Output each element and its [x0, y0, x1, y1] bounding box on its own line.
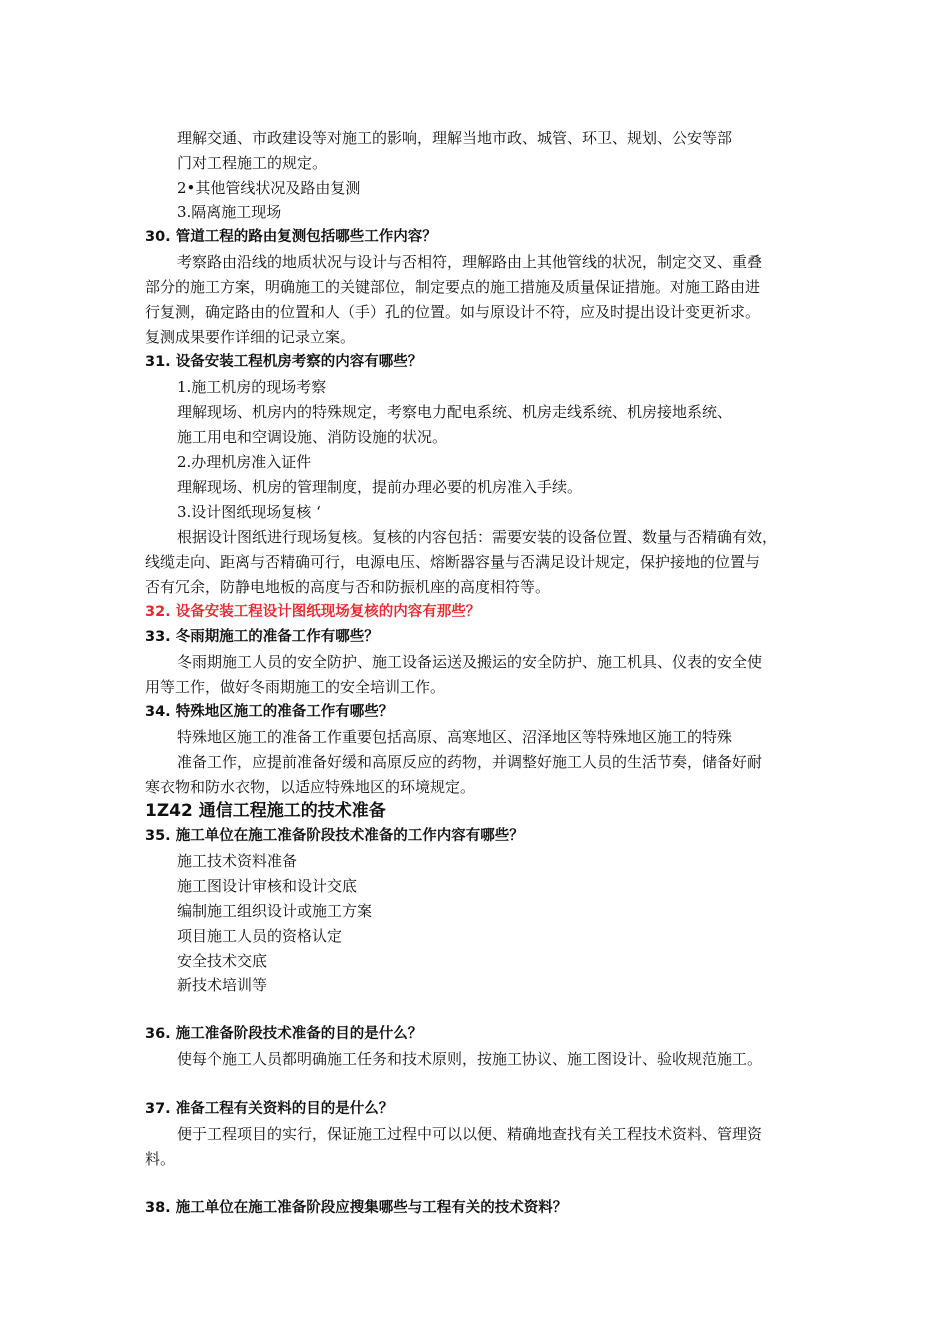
body-text: 否有冗余，防静电地板的高度与否和防振机座的高度相符等。: [145, 578, 551, 596]
list-item: 项目施工人员的资格认定: [177, 927, 343, 945]
body-text: 冬雨期施工人员的安全防护、施工设备运送及搬运的安全防护、施工机具、仪表的安全使: [177, 653, 763, 671]
body-text: 行复测，确定路由的位置和人（手）孔的位置。如与原设计不符，应及时提出设计变更祈求。: [145, 303, 761, 321]
body-text: 用等工作，做好冬雨期施工的安全培训工作。: [145, 678, 446, 696]
body-text: 理解交通、市政建设等对施工的影响，理解当地市政、城管、环卫、规划、公安等部: [177, 129, 733, 147]
section-heading: 1Z42 通信工程施工的技术准备: [145, 801, 386, 821]
body-text: 特殊地区施工的准备工作重要包括高原、高寒地区、沼泽地区等特殊地区施工的特殊: [177, 728, 733, 746]
body-text: 料。: [145, 1150, 176, 1168]
question-heading-38: 38. 施工单位在施工准备阶段应搜集哪些与工程有关的技术资料？: [145, 1200, 568, 1216]
question-heading-30: 30. 管道工程的路由复测包括哪些工作内容？: [145, 229, 437, 245]
question-heading-37: 37. 准备工程有关资料的目的是什么？: [145, 1101, 394, 1117]
body-text: 线缆走向、距离与否精确可行，电源电压、熔断器容量与否满足设计规定，保护接地的位置与: [145, 553, 761, 571]
question-heading-34: 34. 特殊地区施工的准备工作有哪些？: [145, 704, 394, 720]
list-item: 3.隔离施工现场: [177, 203, 282, 221]
list-item: 1.施工机房的现场考察: [177, 378, 327, 396]
body-text: 根据设计图纸进行现场复核。复核的内容包括：需要安装的设备位置、数量与否精确有效，: [177, 528, 778, 546]
question-heading-35: 35. 施工单位在施工准备阶段技术准备的工作内容有哪些？: [145, 828, 524, 844]
question-heading-36: 36. 施工准备阶段技术准备的目的是什么？: [145, 1026, 423, 1042]
body-text: 复测成果要作详细的记录立案。: [145, 328, 356, 346]
list-item: 新技术培训等: [177, 976, 268, 994]
body-text: 部分的施工方案，明确施工的关键部位，制定要点的施工措施及质量保证措施。对施工路由进: [145, 278, 761, 296]
body-text: 寒衣物和防水衣物，以适应特殊地区的环境规定。: [145, 778, 476, 796]
question-heading-33: 33. 冬雨期施工的准备工作有哪些？: [145, 629, 379, 645]
list-item: 安全技术交底: [177, 952, 268, 970]
list-item: 编制施工组织设计或施工方案: [177, 902, 373, 920]
body-text: 考察路由沿线的地质状况与设计与否相符，理解路由上其他管线的状况，制定交叉、重叠: [177, 253, 763, 271]
body-text: 便于工程项目的实行，保证施工过程中可以以便、精确地查找有关工程技术资料、管理资: [177, 1125, 763, 1143]
list-item: 施工图设计审核和设计交底: [177, 877, 358, 895]
body-text: 施工用电和空调设施、消防设施的状况。: [177, 428, 448, 446]
body-text: 理解现场、机房的管理制度，提前办理必要的机房准入手续。: [177, 478, 583, 496]
body-text: 门对工程施工的规定。: [177, 154, 328, 172]
list-item: 2•其他管线状况及路由复测: [177, 179, 361, 197]
body-text: 理解现场、机房内的特殊规定，考察电力配电系统、机房走线系统、机房接地系统、: [177, 403, 733, 421]
body-text: 准备工作，应提前准备好缓和高原反应的药物，并调整好施工人员的生活节奏，储备好耐: [177, 753, 763, 771]
question-heading-31: 31. 设备安装工程机房考察的内容有哪些？: [145, 354, 423, 370]
body-text: 使每个施工人员都明确施工任务和技术原则，按施工协议、施工图设计、验收规范施工。: [177, 1050, 763, 1068]
list-item: 施工技术资料准备: [177, 852, 298, 870]
list-item: 3.设计图纸现场复核 ‘: [177, 503, 321, 521]
list-item: 2.办理机房准入证件: [177, 453, 312, 471]
question-heading-32: 32. 设备安装工程设计图纸现场复核的内容有那些？: [145, 604, 481, 620]
